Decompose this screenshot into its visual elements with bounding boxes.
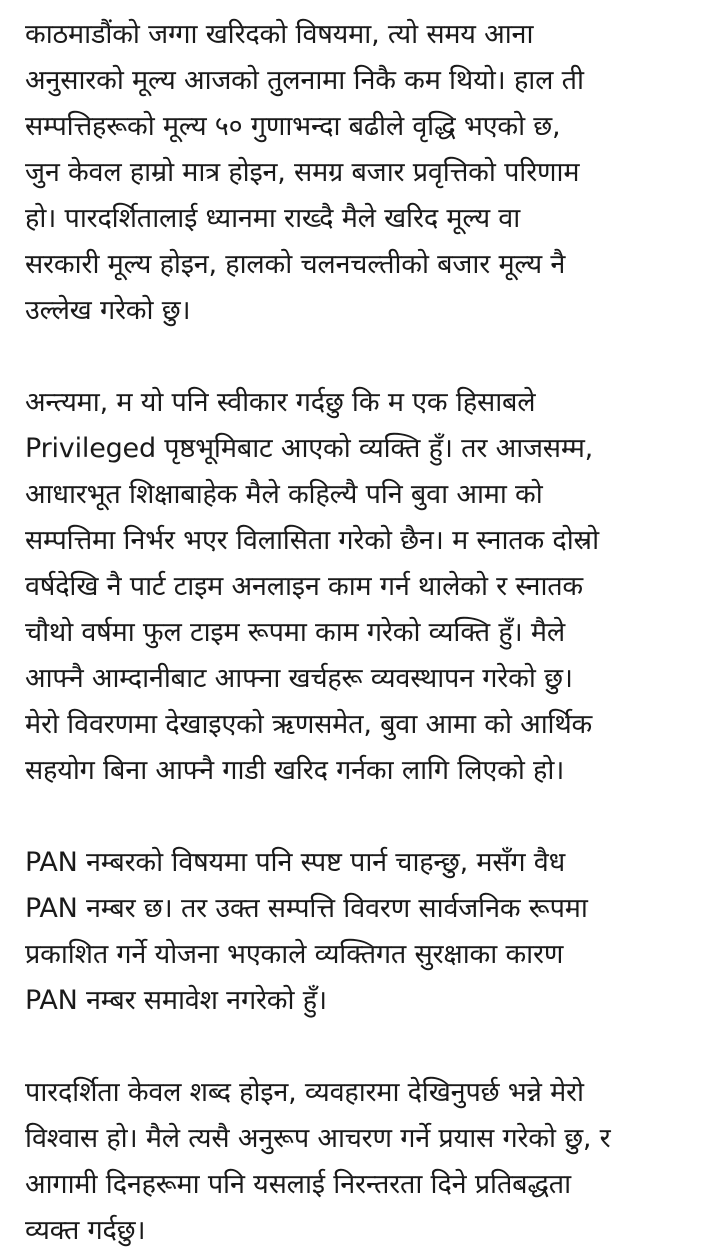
text-line: हो। पारदर्शितालाई ध्यानमा राख्दै मैले खरिद मूल्य वा: [25, 203, 521, 234]
post-body: [25, 12, 698, 1254]
text-line: सम्पत्तिमा निर्भर भएर विलासिता गरेको छैन। म स्नातक दोस्रो: [25, 525, 599, 556]
paragraph-land-purchase: [25, 12, 698, 334]
text-line: काठमाडौंको जग्गा खरिदको विषयमा, त्यो समय आना: [25, 19, 534, 50]
text-line: सम्पत्तिहरूको मूल्य ५० गुणाभन्दा बढीले वृद्धि भएको छ,: [25, 111, 561, 142]
text-line: Privileged पृष्ठभूमिबाट आएको व्यक्ति हुँ। तर आजसम्म,: [25, 433, 594, 464]
text-line: PAN नम्बर समावेश नगरेको हुँ।: [25, 985, 327, 1016]
text-line: अनुसारको मूल्य आजको तुलनामा निकै कम थियो। हाल ती: [25, 65, 584, 96]
text-line: व्यक्त गर्दछु।: [25, 1215, 146, 1246]
text-line: सहयोग बिना आफ्नै गाडी खरिद गर्नका लागि लिएको हो।: [25, 755, 565, 786]
text-line: आधारभूत शिक्षाबाहेक मैले कहिल्यै पनि बुवा आमा को: [25, 479, 543, 510]
paragraph-privileged-background: [25, 380, 698, 794]
text-line: सरकारी मूल्य होइन, हालको चलनचल्तीको बजार मूल्य नै: [25, 249, 566, 280]
text-line: मेरो विवरणमा देखाइएको ऋणसमेत, बुवा आमा को आर्थिक: [25, 709, 593, 740]
text-line: उल्लेख गरेको छु।: [25, 295, 191, 326]
text-line: चौथो वर्षमा फुल टाइम रूपमा काम गरेको व्यक्ति हुँ। मैले: [25, 617, 565, 648]
text-line: आगामी दिनहरूमा पनि यसलाई निरन्तरता दिने प्रतिबद्धता: [25, 1169, 571, 1200]
paragraph-pan-number: [25, 840, 698, 1024]
text-line: पारदर्शिता केवल शब्द होइन, व्यवहारमा देखिनुपर्छ भन्ने मेरो: [25, 1077, 584, 1108]
text-line: प्रकाशित गर्ने योजना भएकाले व्यक्तिगत सुरक्षाका कारण: [25, 939, 564, 970]
text-line: जुन केवल हाम्रो मात्र होइन, समग्र बजार प्रवृत्तिको परिणाम: [25, 157, 580, 188]
text-line: विश्वास हो। मैले त्यसै अनुरूप आचरण गर्ने प्रयास गरेको छु, र: [25, 1123, 611, 1154]
text-line: आफ्नै आम्दानीबाट आफ्ना खर्चहरू व्यवस्थापन गरेको छु।: [25, 663, 573, 694]
text-line: PAN नम्बरको विषयमा पनि स्पष्ट पार्न चाहन्छु, मसँग वैध: [25, 847, 565, 878]
text-line: PAN नम्बर छ। तर उक्त सम्पत्ति विवरण सार्वजनिक रूपमा: [25, 893, 588, 924]
paragraph-transparency-commitment: [25, 1070, 698, 1254]
text-line: वर्षदेखि नै पार्ट टाइम अनलाइन काम गर्न थालेको र स्नातक: [25, 571, 583, 602]
text-line: अन्त्यमा, म यो पनि स्वीकार गर्दछु कि म एक हिसाबले: [25, 387, 536, 418]
